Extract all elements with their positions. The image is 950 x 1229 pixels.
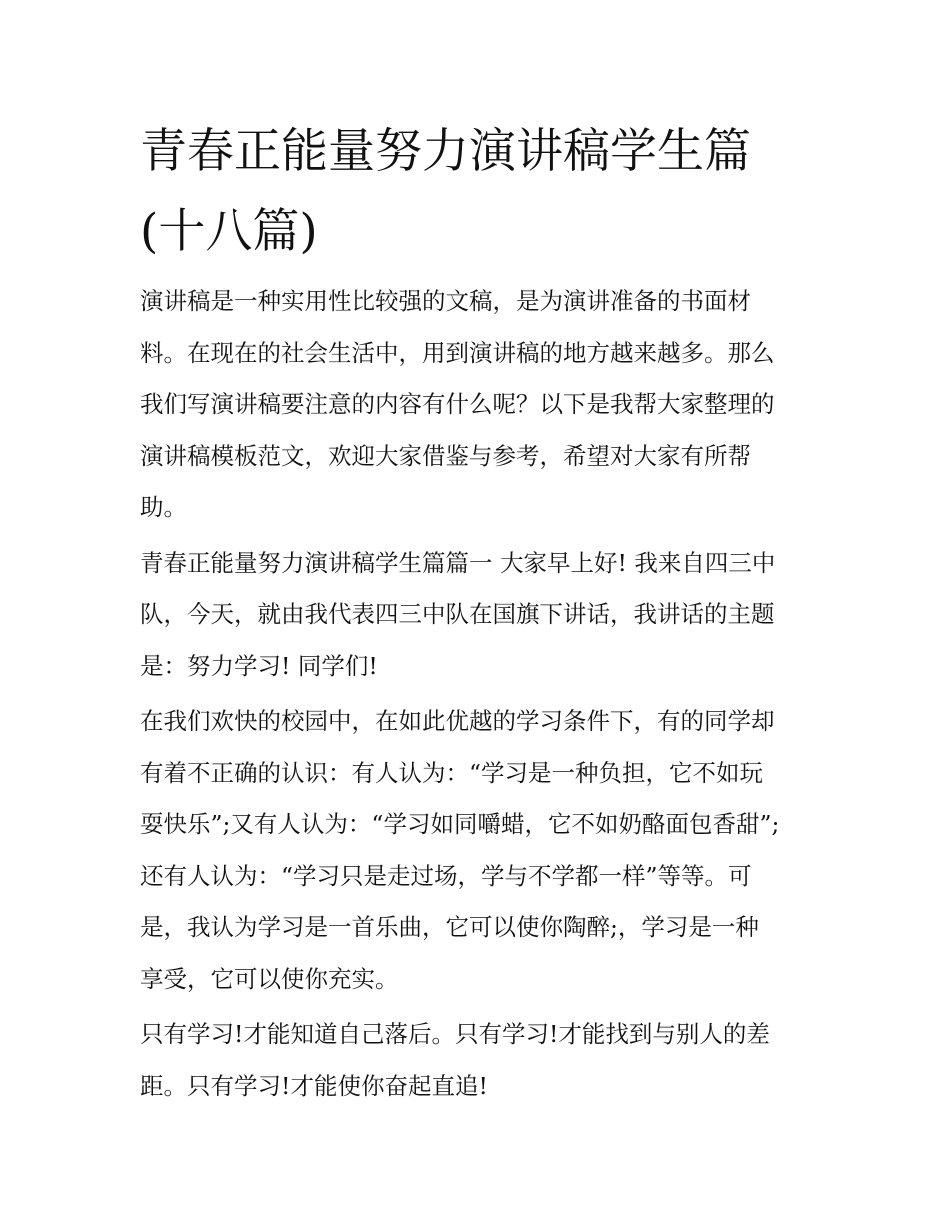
title-line-2: (十八篇) — [140, 204, 318, 259]
text-line: 青春正能量努力演讲稿学生篇篇一 大家早上好! 我来自四三中 — [140, 548, 776, 577]
text-line: 队，今天，就由我代表四三中队在国旗下讲话，我讲话的主题 — [140, 600, 775, 628]
text-line: 我们写演讲稿要注意的内容有什么呢？以下是我帮大家整理的 — [140, 390, 775, 418]
text-line: 助。 — [140, 493, 187, 521]
text-line: 只有学习!才能知道自己落后。只有学习!才能找到与别人的差 — [140, 1020, 770, 1048]
paragraph-intro — [140, 276, 830, 534]
paragraph-campus-views — [140, 696, 830, 1005]
document-title — [140, 112, 830, 272]
text-line: 有着不正确的认识：有人认为：“学习是一种负担，它不如玩 — [140, 758, 764, 787]
text-line: 是：努力学习! 同学们! — [140, 651, 378, 680]
text-line: 是，我认为学习是一首乐曲，它可以使你陶醉;，学习是一种 — [140, 913, 759, 941]
text-line: 耍快乐”;又有人认为：“学习如同嚼蜡，它不如奶酪面包香甜”; — [140, 810, 780, 838]
text-line: 距。只有学习!才能使你奋起直追! — [140, 1071, 488, 1100]
text-line: 享受，它可以使你充实。 — [140, 964, 399, 993]
text-line: 演讲稿模板范文，欢迎大家借鉴与参考，希望对大家有所帮 — [140, 441, 751, 470]
text-line: 在我们欢快的校园中，在如此优越的学习条件下，有的同学却 — [140, 707, 775, 735]
text-line: 还有人认为：“学习只是走过场，学与不学都一样”等等。可 — [140, 861, 752, 890]
paragraph-only-study — [140, 1009, 830, 1112]
text-line: 演讲稿是一种实用性比较强的文稿，是为演讲准备的书面材 — [140, 287, 751, 315]
title-line-1: 青春正能量努力演讲稿学生篇 — [140, 124, 751, 179]
paragraph-speech-opening — [140, 538, 830, 693]
document-body — [140, 276, 830, 1116]
text-line: 料。在现在的社会生活中，用到演讲稿的地方越来越多。那么 — [140, 338, 775, 367]
